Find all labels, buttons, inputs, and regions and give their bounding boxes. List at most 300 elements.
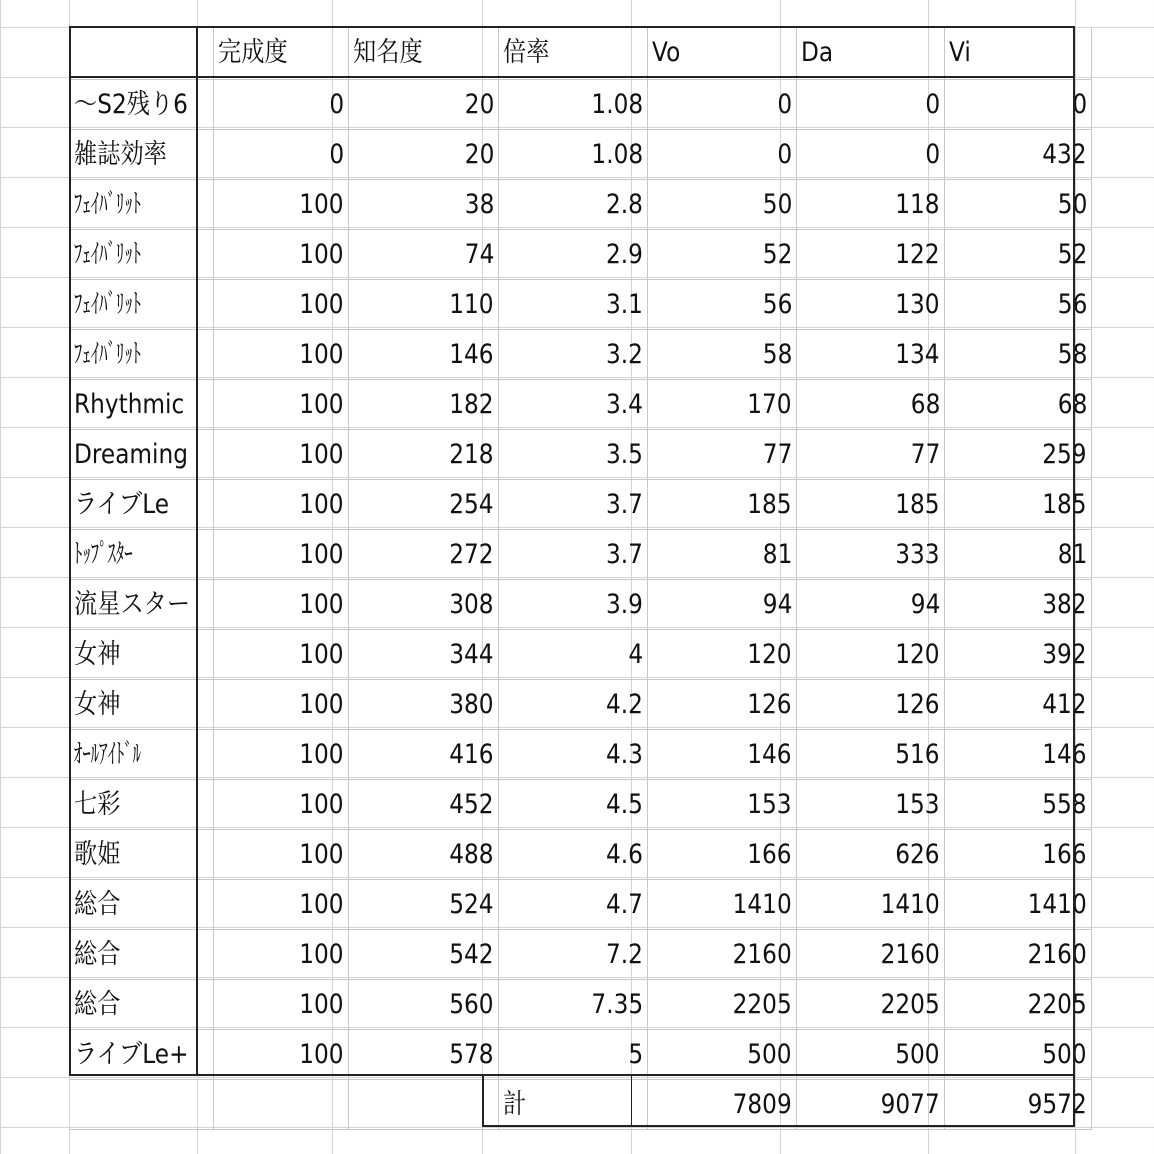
table-row <box>70 530 1092 580</box>
cell-value: 100 <box>299 539 344 570</box>
value-cell[interactable] <box>945 830 1092 880</box>
cell-value: 4.5 <box>606 789 643 820</box>
cell-value: 392 <box>1042 639 1087 670</box>
total-da-cell[interactable] <box>797 1080 945 1130</box>
total-label: 計 <box>503 1089 527 1120</box>
cell-value: 3.7 <box>606 539 643 570</box>
cell-value: 56 <box>1057 289 1087 320</box>
row-label-cell[interactable] <box>70 130 214 180</box>
cell-value: 3.5 <box>606 439 643 470</box>
cell-value: 416 <box>449 739 494 770</box>
value-cell[interactable] <box>648 780 797 830</box>
value-cell[interactable] <box>499 680 648 730</box>
cell-value: 146 <box>449 339 494 370</box>
value-cell[interactable] <box>214 630 349 680</box>
cell-value: 130 <box>895 289 940 320</box>
value-cell[interactable] <box>214 980 349 1030</box>
value-cell[interactable] <box>349 580 499 630</box>
value-cell[interactable] <box>648 330 797 380</box>
cell-value: 272 <box>449 539 494 570</box>
total-value: 9077 <box>880 1089 940 1120</box>
value-cell[interactable] <box>797 930 945 980</box>
cell-value: 382 <box>1042 589 1087 620</box>
cell-value: 100 <box>299 739 344 770</box>
cell-value: 20 <box>464 139 494 170</box>
value-cell[interactable] <box>499 630 648 680</box>
value-cell[interactable] <box>349 530 499 580</box>
value-cell[interactable] <box>349 380 499 430</box>
row-label-cell[interactable] <box>70 530 214 580</box>
value-cell[interactable] <box>648 930 797 980</box>
empty-cell[interactable] <box>349 1080 499 1130</box>
value-cell[interactable] <box>945 380 1092 430</box>
row-label-cell[interactable] <box>70 780 214 830</box>
row-label-cell[interactable] <box>70 980 214 1030</box>
row-label: 流星スター <box>74 589 191 620</box>
row-label-cell[interactable] <box>70 430 214 480</box>
cell-value: 100 <box>299 489 344 520</box>
cell-value: 100 <box>299 989 344 1020</box>
cell-value: 120 <box>747 639 792 670</box>
row-label: 総合 <box>74 889 121 920</box>
cell-value: 100 <box>299 889 344 920</box>
row-label: 雑誌効率 <box>74 139 167 170</box>
cell-value: 0 <box>777 89 792 120</box>
cell-value: 254 <box>449 489 494 520</box>
table-row <box>70 630 1092 680</box>
value-cell[interactable] <box>945 930 1092 980</box>
value-cell[interactable] <box>349 630 499 680</box>
value-cell[interactable] <box>648 230 797 280</box>
cell-value: 38 <box>464 189 494 220</box>
total-value: 9572 <box>1027 1089 1087 1120</box>
value-cell[interactable] <box>648 680 797 730</box>
cell-value: 1410 <box>1027 889 1087 920</box>
cell-value: 2160 <box>732 939 792 970</box>
value-cell[interactable] <box>648 730 797 780</box>
value-cell[interactable] <box>945 280 1092 330</box>
cell-value: 2160 <box>1027 939 1087 970</box>
cell-value: 100 <box>299 789 344 820</box>
table-row <box>70 1030 1092 1080</box>
cell-value: 153 <box>747 789 792 820</box>
value-cell[interactable] <box>648 1030 797 1080</box>
empty-cell[interactable] <box>214 1080 349 1130</box>
row-label-cell[interactable] <box>70 180 214 230</box>
cell-value: 126 <box>895 689 940 720</box>
table-row <box>70 980 1092 1030</box>
cell-value: 134 <box>895 339 940 370</box>
value-cell[interactable] <box>797 580 945 630</box>
cell-value: 412 <box>1042 689 1087 720</box>
value-cell[interactable] <box>214 330 349 380</box>
value-cell[interactable] <box>214 830 349 880</box>
value-cell[interactable] <box>648 380 797 430</box>
cell-value: 7.35 <box>591 989 643 1020</box>
row-label: ライブLe+ <box>74 1039 189 1070</box>
cell-value: 4.3 <box>606 739 643 770</box>
value-cell[interactable] <box>648 480 797 530</box>
row-label-cell[interactable] <box>70 380 214 430</box>
value-cell[interactable] <box>214 280 349 330</box>
value-cell[interactable] <box>797 730 945 780</box>
value-cell[interactable] <box>945 1030 1092 1080</box>
value-cell[interactable] <box>648 280 797 330</box>
value-cell[interactable] <box>349 730 499 780</box>
value-cell[interactable] <box>349 930 499 980</box>
cell-value: 94 <box>762 589 792 620</box>
value-cell[interactable] <box>797 80 945 130</box>
table-row <box>70 230 1092 280</box>
column-header[interactable] <box>214 27 349 80</box>
cell-value: 2205 <box>1027 989 1087 1020</box>
value-cell[interactable] <box>648 630 797 680</box>
row-label-cell[interactable] <box>70 930 214 980</box>
cell-value: 1410 <box>732 889 792 920</box>
value-cell[interactable] <box>349 880 499 930</box>
column-header[interactable] <box>499 27 648 80</box>
column-header[interactable] <box>797 27 945 80</box>
cell-value: 2.9 <box>606 239 643 270</box>
value-cell[interactable] <box>945 980 1092 1030</box>
cell-value: 2205 <box>732 989 792 1020</box>
table-row <box>70 930 1092 980</box>
cell-value: 81 <box>762 539 792 570</box>
cell-value: 74 <box>464 239 494 270</box>
value-cell[interactable] <box>945 530 1092 580</box>
row-label-cell[interactable] <box>70 630 214 680</box>
row-label: ﾌｪｲﾊﾞﾘｯﾄ <box>74 189 141 220</box>
value-cell[interactable] <box>945 430 1092 480</box>
cell-value: 68 <box>1057 389 1087 420</box>
value-cell[interactable] <box>945 680 1092 730</box>
value-cell[interactable] <box>648 430 797 480</box>
value-cell[interactable] <box>349 1030 499 1080</box>
value-cell[interactable] <box>945 630 1092 680</box>
cell-value: 3.2 <box>606 339 643 370</box>
row-label: 女神 <box>74 689 121 720</box>
value-cell[interactable] <box>499 980 648 1030</box>
cell-value: 3.9 <box>606 589 643 620</box>
cell-value: 3.4 <box>606 389 643 420</box>
value-cell[interactable] <box>797 480 945 530</box>
cell-value: 0 <box>1072 89 1087 120</box>
value-cell[interactable] <box>499 730 648 780</box>
cell-value: 500 <box>1042 1039 1087 1070</box>
cell-value: 1.08 <box>591 89 643 120</box>
cell-value: 100 <box>299 439 344 470</box>
value-cell[interactable] <box>797 880 945 930</box>
table-row <box>70 680 1092 730</box>
cell-value: 100 <box>299 189 344 220</box>
row-label-cell[interactable] <box>70 330 214 380</box>
row-label-cell[interactable] <box>70 680 214 730</box>
cell-value: 333 <box>895 539 940 570</box>
cell-value: 56 <box>762 289 792 320</box>
data-table <box>70 27 1092 1130</box>
value-cell[interactable] <box>349 80 499 130</box>
cell-value: 68 <box>910 389 940 420</box>
cell-value: 52 <box>1057 239 1087 270</box>
value-cell[interactable] <box>499 280 648 330</box>
cell-value: 2205 <box>880 989 940 1020</box>
value-cell[interactable] <box>349 780 499 830</box>
value-cell[interactable] <box>214 880 349 930</box>
cell-value: 1.08 <box>591 139 643 170</box>
cell-value: 308 <box>449 589 494 620</box>
cell-value: 52 <box>762 239 792 270</box>
value-cell[interactable] <box>945 80 1092 130</box>
value-cell[interactable] <box>349 980 499 1030</box>
cell-value: 344 <box>449 639 494 670</box>
cell-value: 380 <box>449 689 494 720</box>
value-cell[interactable] <box>349 130 499 180</box>
cell-value: 3.1 <box>606 289 643 320</box>
value-cell[interactable] <box>797 180 945 230</box>
value-cell[interactable] <box>214 80 349 130</box>
cell-value: 4 <box>628 639 643 670</box>
value-cell[interactable] <box>499 1030 648 1080</box>
cell-value: 100 <box>299 289 344 320</box>
cell-value: 3.7 <box>606 489 643 520</box>
value-cell[interactable] <box>499 230 648 280</box>
cell-value: 259 <box>1042 439 1087 470</box>
row-label: 歌姫 <box>74 839 121 870</box>
table-row <box>70 730 1092 780</box>
value-cell[interactable] <box>648 130 797 180</box>
cell-value: 4.7 <box>606 889 643 920</box>
value-cell[interactable] <box>648 180 797 230</box>
value-cell[interactable] <box>797 430 945 480</box>
cell-value: 170 <box>747 389 792 420</box>
value-cell[interactable] <box>945 130 1092 180</box>
cell-value: 524 <box>449 889 494 920</box>
total-row <box>70 1080 1092 1130</box>
cell-value: 146 <box>747 739 792 770</box>
value-cell[interactable] <box>214 730 349 780</box>
row-label: ﾌｪｲﾊﾞﾘｯﾄ <box>74 339 141 370</box>
value-cell[interactable] <box>945 230 1092 280</box>
row-label-cell[interactable] <box>70 880 214 930</box>
corner-cell[interactable] <box>70 27 214 80</box>
column-header[interactable] <box>349 27 499 80</box>
table-row <box>70 380 1092 430</box>
table-row <box>70 80 1092 130</box>
table-row <box>70 780 1092 830</box>
value-cell[interactable] <box>499 180 648 230</box>
value-cell[interactable] <box>648 980 797 1030</box>
table-row <box>70 130 1092 180</box>
table-row <box>70 180 1092 230</box>
value-cell[interactable] <box>349 430 499 480</box>
row-label-cell[interactable] <box>70 280 214 330</box>
row-label: 女神 <box>74 639 121 670</box>
cell-value: 2160 <box>880 939 940 970</box>
value-cell[interactable] <box>797 380 945 430</box>
row-label-cell[interactable] <box>70 80 214 130</box>
value-cell[interactable] <box>214 380 349 430</box>
cell-value: 126 <box>747 689 792 720</box>
row-label-cell[interactable] <box>70 480 214 530</box>
row-label: ﾄｯﾌﾟｽﾀｰ <box>74 539 133 570</box>
value-cell[interactable] <box>499 380 648 430</box>
value-cell[interactable] <box>797 230 945 280</box>
total-vo-cell[interactable] <box>648 1080 797 1130</box>
cell-value: 20 <box>464 89 494 120</box>
row-label-cell[interactable] <box>70 580 214 630</box>
cell-value: 77 <box>762 439 792 470</box>
value-cell[interactable] <box>349 280 499 330</box>
cell-value: 81 <box>1057 539 1087 570</box>
cell-value: 218 <box>449 439 494 470</box>
value-cell[interactable] <box>349 180 499 230</box>
cell-value: 7.2 <box>606 939 643 970</box>
value-cell[interactable] <box>214 580 349 630</box>
value-cell[interactable] <box>214 930 349 980</box>
table-row <box>70 280 1092 330</box>
row-label: ｵｰﾙｱｲﾄﾞﾙ <box>74 739 141 770</box>
cell-value: 100 <box>299 339 344 370</box>
value-cell[interactable] <box>945 330 1092 380</box>
value-cell[interactable] <box>499 530 648 580</box>
empty-cell[interactable] <box>70 1080 214 1130</box>
row-label-cell[interactable] <box>70 830 214 880</box>
total-value: 7809 <box>732 1089 792 1120</box>
value-cell[interactable] <box>797 680 945 730</box>
value-cell[interactable] <box>797 280 945 330</box>
total-label-cell[interactable] <box>499 1080 648 1130</box>
row-label: ライブLe <box>74 489 170 520</box>
value-cell[interactable] <box>214 430 349 480</box>
value-cell[interactable] <box>648 880 797 930</box>
value-cell[interactable] <box>499 130 648 180</box>
cell-value: 558 <box>1042 789 1087 820</box>
cell-value: 1410 <box>880 889 940 920</box>
value-cell[interactable] <box>648 830 797 880</box>
header-row <box>70 27 1092 80</box>
value-cell[interactable] <box>499 780 648 830</box>
value-cell[interactable] <box>797 830 945 880</box>
cell-value: 50 <box>762 189 792 220</box>
value-cell[interactable] <box>349 480 499 530</box>
value-cell[interactable] <box>499 430 648 480</box>
value-cell[interactable] <box>499 830 648 880</box>
value-cell[interactable] <box>214 780 349 830</box>
cell-value: 120 <box>895 639 940 670</box>
value-cell[interactable] <box>945 580 1092 630</box>
value-cell[interactable] <box>499 930 648 980</box>
value-cell[interactable] <box>214 1030 349 1080</box>
value-cell[interactable] <box>349 230 499 280</box>
cell-value: 452 <box>449 789 494 820</box>
cell-value: 488 <box>449 839 494 870</box>
total-vi-cell[interactable] <box>945 1080 1092 1130</box>
value-cell[interactable] <box>499 580 648 630</box>
value-cell[interactable] <box>214 480 349 530</box>
table-row <box>70 880 1092 930</box>
cell-value: 4.2 <box>606 689 643 720</box>
value-cell[interactable] <box>499 330 648 380</box>
cell-value: 560 <box>449 989 494 1020</box>
value-cell[interactable] <box>797 1030 945 1080</box>
cell-value: 100 <box>299 1039 344 1070</box>
cell-value: 4.6 <box>606 839 643 870</box>
value-cell[interactable] <box>214 680 349 730</box>
value-cell[interactable] <box>214 130 349 180</box>
cell-value: 2.8 <box>606 189 643 220</box>
row-label: 総合 <box>74 939 121 970</box>
cell-value: 100 <box>299 689 344 720</box>
row-label: ﾌｪｲﾊﾞﾘｯﾄ <box>74 239 141 270</box>
row-label-cell[interactable] <box>70 730 214 780</box>
value-cell[interactable] <box>499 480 648 530</box>
value-cell[interactable] <box>945 880 1092 930</box>
table-row <box>70 430 1092 480</box>
value-cell[interactable] <box>797 780 945 830</box>
cell-value: 100 <box>299 939 344 970</box>
value-cell[interactable] <box>945 480 1092 530</box>
value-cell[interactable] <box>214 230 349 280</box>
value-cell[interactable] <box>349 680 499 730</box>
cell-value: 77 <box>910 439 940 470</box>
cell-value: 122 <box>895 239 940 270</box>
cell-value: 100 <box>299 589 344 620</box>
cell-value: 578 <box>449 1039 494 1070</box>
cell-value: 185 <box>895 489 940 520</box>
table-row <box>70 480 1092 530</box>
row-label: ～S2残り6 <box>74 89 188 120</box>
cell-value: 100 <box>299 389 344 420</box>
cell-value: 626 <box>895 839 940 870</box>
cell-value: 58 <box>1057 339 1087 370</box>
value-cell[interactable] <box>648 580 797 630</box>
value-cell[interactable] <box>499 80 648 130</box>
value-cell[interactable] <box>797 330 945 380</box>
value-cell[interactable] <box>945 180 1092 230</box>
cell-value: 58 <box>762 339 792 370</box>
value-cell[interactable] <box>945 780 1092 830</box>
value-cell[interactable] <box>797 530 945 580</box>
table-row <box>70 830 1092 880</box>
row-label: Dreaming <box>74 439 188 470</box>
value-cell[interactable] <box>349 830 499 880</box>
value-cell[interactable] <box>499 880 648 930</box>
row-label-cell[interactable] <box>70 230 214 280</box>
row-label-cell[interactable] <box>70 1030 214 1080</box>
column-header[interactable] <box>648 27 797 80</box>
value-cell[interactable] <box>648 80 797 130</box>
value-cell[interactable] <box>797 980 945 1030</box>
value-cell[interactable] <box>945 730 1092 780</box>
cell-value: 0 <box>777 139 792 170</box>
value-cell[interactable] <box>214 530 349 580</box>
value-cell[interactable] <box>797 130 945 180</box>
cell-value: 110 <box>449 289 494 320</box>
value-cell[interactable] <box>648 530 797 580</box>
value-cell[interactable] <box>349 330 499 380</box>
cell-value: 153 <box>895 789 940 820</box>
column-header-label: Vo <box>652 37 681 68</box>
cell-value: 94 <box>910 589 940 620</box>
cell-value: 432 <box>1042 139 1087 170</box>
cell-value: 182 <box>449 389 494 420</box>
cell-value: 185 <box>1042 489 1087 520</box>
value-cell[interactable] <box>214 180 349 230</box>
value-cell[interactable] <box>797 630 945 680</box>
cell-value: 5 <box>628 1039 643 1070</box>
cell-value: 166 <box>1042 839 1087 870</box>
column-header[interactable] <box>945 27 1092 80</box>
